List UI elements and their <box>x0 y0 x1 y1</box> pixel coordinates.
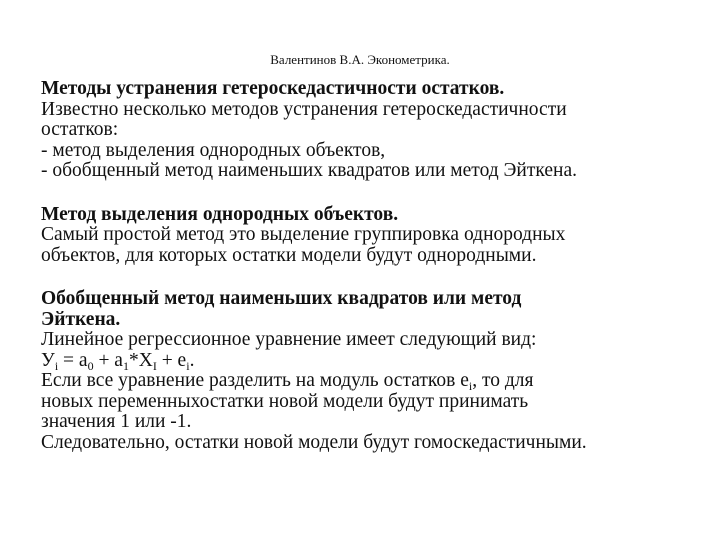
eq-y-subscript: i <box>54 358 59 373</box>
eq-a0: = а <box>58 349 88 371</box>
section-3-line-3-end: , то для <box>472 370 534 391</box>
section-1-list-item-2: - обобщенный метод наименьших квадратов или метод Эйткена. <box>41 160 577 181</box>
spacer <box>41 182 701 205</box>
section-3-text-line-4: новых переменныхостатки новой модели будут принимать <box>41 390 529 412</box>
section-1-title: Методы устранения гетероскедастичности остатков. <box>41 78 505 99</box>
eq-e: + е <box>156 349 187 371</box>
section-1-list-item-1: - метод выделения однородных объектов, <box>41 139 386 161</box>
eq-e-subscript: i <box>186 358 190 373</box>
eq-a1: + а <box>93 349 123 371</box>
slide-header: Валентинов В.А. Эконометрика. <box>270 52 450 67</box>
section-1-text-line-1: Известно несколько методов устранения гетероскедастичности <box>41 98 567 120</box>
section-2-title: Метод выделения однородных объектов. <box>41 203 399 225</box>
section-3-title-line-2: Эйткена. <box>41 308 121 330</box>
eq-x: *Х <box>128 349 153 371</box>
slide-content <box>41 79 701 453</box>
section-2-text-line-1: Самый простой метод это выделение группировка однородных <box>41 224 566 245</box>
section-3-text-line-3 <box>41 371 701 392</box>
residual-subscript: i <box>468 379 473 393</box>
section-3-line-3-start: Если все уравнение разделить на модуль остатков е <box>41 370 469 391</box>
regression-equation <box>41 351 701 372</box>
eq-a1-subscript: 1 <box>122 358 129 373</box>
section-3-text-line-1: Линейное регрессионное уравнение имеет следующий вид: <box>41 329 537 350</box>
section-3-text-line-5: значения 1 или -1. <box>41 411 192 432</box>
eq-end: . <box>189 349 195 371</box>
eq-a0-subscript: 0 <box>87 358 94 373</box>
section-1-text-line-2: остатков: <box>41 119 119 140</box>
section-3-title-line-1: Обобщенный метод наименьших квадратов или метод <box>41 288 522 309</box>
eq-y: У <box>41 349 55 371</box>
section-2-text-line-2: объектов, для которых остатки модели будут однородными. <box>41 244 537 266</box>
spacer <box>41 266 701 289</box>
eq-x-subscript: I <box>152 358 157 373</box>
section-3-text-line-6: Следовательно, остатки новой модели будут гомоскедастичными. <box>41 431 587 453</box>
